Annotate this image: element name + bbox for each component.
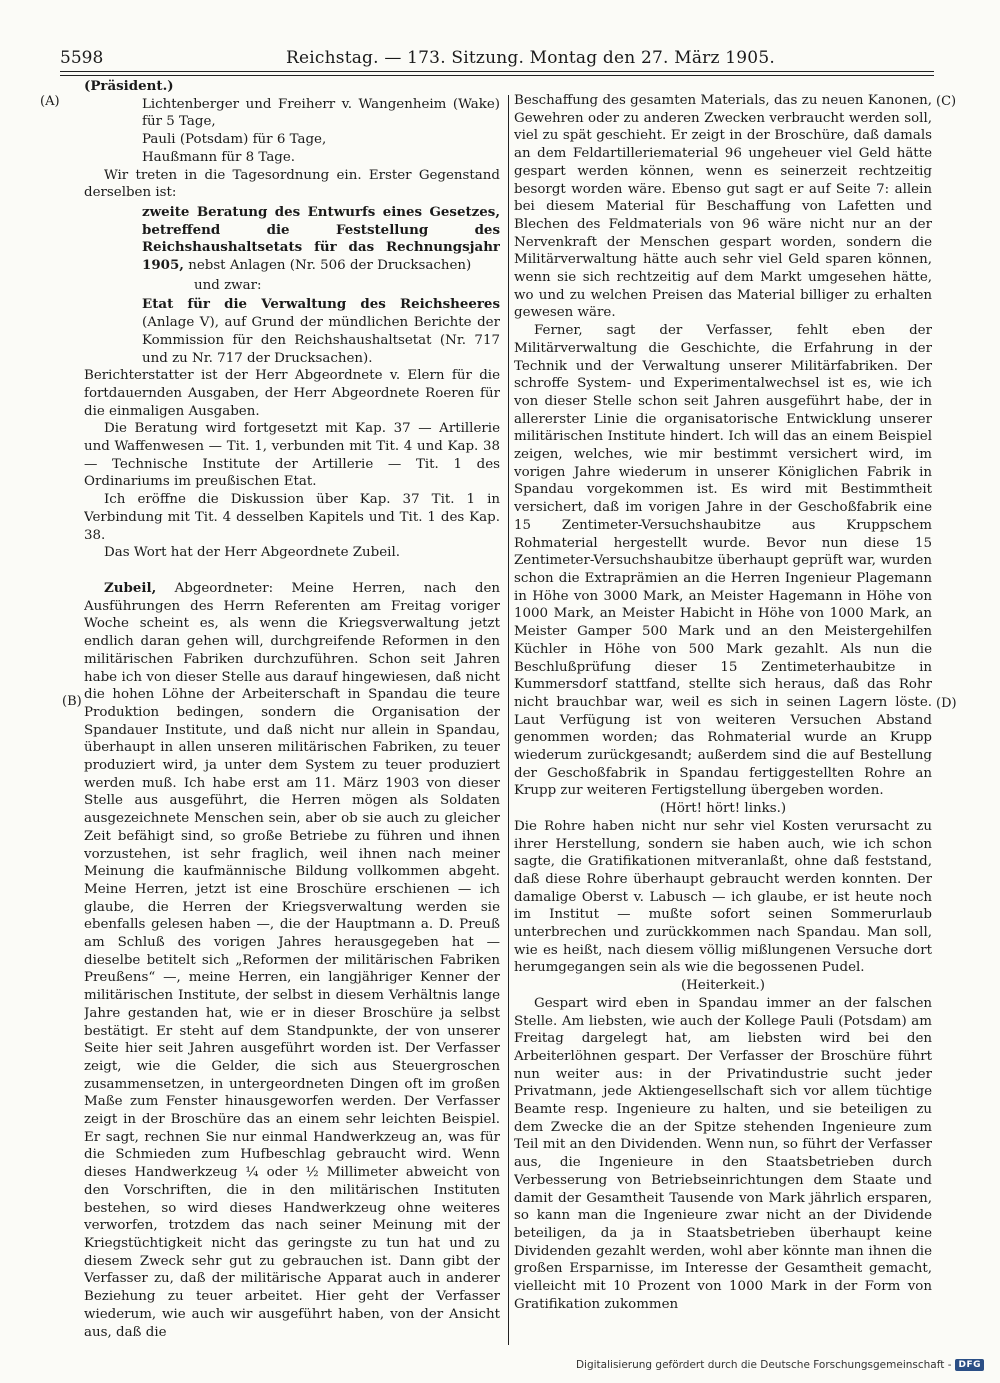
agenda-title: zweite Beratung des Entwurfs eines Gesetzes, betreffend die Feststellung des Reichshaushaltsetats für das Rechnungsjahr 1905, xyxy=(142,203,500,274)
page-header xyxy=(60,46,932,70)
agenda-connector: und zwar: xyxy=(194,277,262,293)
digitization-footer xyxy=(576,1359,984,1371)
section-gap xyxy=(84,562,500,580)
margin-mark-b: (B) xyxy=(62,694,82,709)
running-title: Reichstag. — 173. Sitzung. Montag den 27. März 1905. xyxy=(286,48,775,68)
leave-list-item: Haußmann für 8 Tage. xyxy=(142,149,296,165)
etat-title: Etat für die Verwaltung des Reichsheeres xyxy=(142,296,500,313)
agenda-subitem xyxy=(84,296,500,367)
speaker-name: Zubeil, xyxy=(104,579,157,596)
dfg-logo-icon: DFG xyxy=(955,1359,984,1371)
paragraph: Ferner, sagt der Verfasser, fehlt eben der Militärverwaltung die Geschichte, die Erfahrung in der Technik und der Verwaltung unserer Militärfabriken. Der schroffe System- und Experimentalwechsel ist es, wie ich von dieser Stelle schon seit Jahren ausgeführt habe, der in allererster Linie die organisatorische Entwicklung unserer militärischen Institute hindert. Ich will das an einem Beispiel zeigen, welches, wie mir bestimmt versichert wird, im vorigen Jahre wiederum in unserer Königlichen Fabrik in Spandau vorgekommen ist. Es wird mit Bestimmtheit versichert, daß im vorigen Jahre in der Geschoßfabrik eine 15 Zentimeter-Versuchshaubitze aus Kruppschem Rohmaterial hergestellt wurde. Bevor nun diese 15 Zentimeter-Versuchshaubitze überhaupt geprüft war, wurden schon die Extraprämien an die Herren Ingenieur Plagemann in Höhe von 3000 Mark, an Meister Hagemann in Höhe von 1000 Mark, an Meister Habicht in Höhe von 1000 Mark, an Meister Gamper 500 Mark und an den Meistergehilfen Küchler in Höhe von 500 Mark gezahlt. Als nun die Beschlußprüfung dieser 15 Zentimeterhaubitze in Kummersdorf stattfand, stellte sich heraus, daß das Rohr nicht brauchbar war, weil es sich in seinen Lagern löste. Laut Verfügung ist von weiteren Versuchen Abstand genommen worden; das Rohmaterial wurde an Krupp wiederum zurückgesandt; außerdem sind die auf Bestellung der Geschoßfabrik in Spandau fertiggestellten Rohre an Krupp zur weiteren Fertigstellung übergeben worden. xyxy=(514,323,932,799)
header-rule-thin xyxy=(60,75,934,76)
agenda-item xyxy=(84,204,500,275)
margin-mark-c: (C) xyxy=(936,94,957,109)
agenda-detail: nebst Anlagen (Nr. 506 der Drucksachen) xyxy=(183,258,472,274)
speech-paragraph xyxy=(84,580,500,1340)
column-divider xyxy=(508,95,509,1345)
footer-text: Digitalisierung gefördert durch die Deutsche Forschungsgemeinschaft - xyxy=(575,1359,952,1371)
paragraph: Berichterstatter ist der Herr Abgeordnete v. Elern für die fortdauernden Ausgaben, der Herr Abgeordnete Roeren für die einmaligen Ausgaben. xyxy=(84,368,500,419)
paragraph: Beschaffung des gesamten Materials, das zu neuen Kanonen, Gewehren oder zu anderen Zwecken verbraucht werden soll, viel zu spät geschieht. Er zeigt in der Broschüre, daß damals an dem Feldartilleriematerial 96 ungeheuer viel Geld hätte gespart werden können, wenn es seinerzeit rechtzeitig besorgt worden wäre. Ebenso gut sagt er auf Seite 7: allein bei diesem Material für Beschaffung von Lafetten und Blechen des Feldmaterials von 96 wäre nicht nur an der Nervenkraft der Menschen gespart worden, sondern die Militärverwaltung hätte auch sehr viel Geld sparen können, wenn sie sich rechtzeitig auf dem Markt umgesehen hätte, wo und zu welchen Preisen das Material billiger zu erhalten gewesen wäre. xyxy=(514,93,932,321)
paragraph: Gespart wird eben in Spandau immer an der falschen Stelle. Am liebsten, wie auch der Kollege Pauli (Potsdam) am Freitag dargelegt hat, am liebsten wird bei den Arbeiterlöhnen gespart. Der Verfasser der Broschüre führt nun weiter aus: in der Privatindustrie sucht jeder Privatmann, jede Aktiengesellschaft sich vor allem tüchtige Beamte resp. Ingenieure zu halten, und sie beteiligen zu dem Zwecke die an der Spitze stehenden Ingenieure zum Teil mit an den Dividenden. Wenn nun, so führt der Verfasser aus, die Ingenieure in den Staatsbetrieben durch Verbesserung von Betriebseinrichtungen dem Staate und damit der Gesamtheit Tausende von Mark jährlich ersparen, so kann man die Ingenieure zwar nicht an der Dividende beteiligen, da ja in Staatsbetrieben überhaupt keine Dividenden gezahlt werden, wohl aber könnte man ihnen die großen Ersparnisse, im Interesse der Gesamtheit gemacht, vielleicht mit 10 Prozent von 1000 Mark in der Form von Gratifikation zukommen xyxy=(514,995,932,1312)
page-number: 5598 xyxy=(60,48,104,68)
paragraph: Das Wort hat der Herr Abgeordnete Zubeil. xyxy=(104,545,400,561)
margin-mark-a: (A) xyxy=(40,94,60,109)
leave-list-item: Lichtenberger und Freiherr v. Wangenheim (Wake) für 5 Tage, xyxy=(142,96,500,130)
paragraph: Die Beratung wird fortgesetzt mit Kap. 37 — Artillerie und Waffenwesen — Tit. 1, verbunden mit Tit. 4 und Kap. 38 — Technische Institute der Artillerie — Tit. 1 des Ordinariums im preußischen Etat. xyxy=(84,421,500,490)
interjection: (Hört! hört! links.) xyxy=(659,801,787,817)
paragraph: Ich eröffne die Diskussion über Kap. 37 Tit. 1 in Verbindung mit Tit. 4 desselben Kapitels und Tit. 1 des Kap. 38. xyxy=(84,492,500,543)
paragraph: Wir treten in die Tagesordnung ein. Erster Gegenstand derselben ist: xyxy=(84,167,500,201)
left-column xyxy=(84,78,500,1340)
leave-list-item: Pauli (Potsdam) für 6 Tage, xyxy=(142,132,327,148)
interjection: (Heiterkeit.) xyxy=(681,978,765,994)
header-rule xyxy=(60,71,934,72)
speaker-tag: (Präsident.) xyxy=(84,78,174,94)
margin-mark-d: (D) xyxy=(936,696,957,711)
speech-text: Abgeordneter: Meine Herren, nach den Ausführungen des Herrn Referenten am Freitag voriger Woche scheint es, als wenn die Kriegsverwaltung jetzt endlich daran gehen will, durchgreifende Reformen in den militärischen Fabriken durchzuführen. Schon seit Jahren habe ich von dieser Stelle aus darauf hingewiesen, daß nicht die hohen Löhne der Arbeiterschaft in Spandau die teure Produktion bedingen, sondern die Organisation der Spandauer Institute, und daß nicht nur allein in Spandau, überhaupt in allen unseren militärischen Fabriken, zu teuer produziert wird, ja unter dem System zu teuer produziert werden muß. Ich habe erst am 11. März 1903 von dieser Stelle aus ausgeführt, die Herren mögen als Soldaten ausgezeichnete Menschen sein, aber ob sie auch zu gleicher Zeit befähigt sind, so große Betriebe zu führen und ihnen vorzustehen, ist sehr fraglich, weil ihnen nach meiner Meinung die kaufmännische Bildung vollkommen abgeht. Meine Herren, jetzt ist eine Broschüre erschienen — ich glaube, die Herren der Kriegsverwaltung werden sie ebenfalls gelesen haben —, die der Hauptmann a. D. Preuß am Schluß des vorigen Jahres herausgegeben hat — dieselbe betitelt sich „Reformen der militärischen Fabriken Preußens“ —, meine Herren, ein langjähriger Kenner der militärischen Institute, der selbst in diesem Verhältnis lange Jahre gestanden hat, wie er in dieser Broschüre ja selbst bestätigt. Er steht auf dem Standpunkte, der von unserer Seite hier seit Jahren ausgeführt worden ist. Der Verfasser zeigt, wie die Gelder, die sich aus Steuergroschen zusammensetzen, in untergeordneten Dingen oft im großen Maße zum Fenster hinausgeworfen werden. Der Verfasser zeigt in der Broschüre das an einem sehr leichten Beispiel. Er sagt, rechnen Sie nur einmal Handwerkzeug an, was für die Schmieden zum Hufbeschlag gebraucht wird. Wenn dieses Handwerkzeug ¼ oder ½ Millimeter abweicht von den Vorschriften, die in den militärischen Instituten bestehen, so wird dieses Handwerkzeug ohne weiteres verworfen, trotzdem das nach seiner Meinung mit der Kriegstüchtigkeit nicht das geringste zu tun hat und zu diesem Zweck sehr gut zu gebrauchen ist. Dann gibt der Verfasser zu, daß der militärische Apparat auch in anderer Beziehung zu teuer arbeitet. Hier geht der Verfasser wiederum, wie auch wir ausgeführt haben, von der Ansicht aus, daß die xyxy=(84,580,500,1340)
etat-detail: (Anlage V), auf Grund der mündlichen Berichte der Kommission für den Reichshaushaltsetat (Nr. 717 und zu Nr. 717 der Drucksachen). xyxy=(142,315,500,366)
paragraph: Die Rohre haben nicht nur sehr viel Kosten verursacht zu ihrer Herstellung, sondern sie haben auch, wie ich schon sagte, die Gratifikationen mitveranlaßt, ohne daß feststand, daß diese Rohre überhaupt gebraucht werden konnten. Der damalige Oberst v. Labusch — ich glaube, er ist heute noch im Institut — mußte sofort seinen Sommerurlaub unterbrechen und zurückkommen nach Spandau. Man soll, wie es heißt, nach diesem völlig mißlungenen Versuche dort herumgegangen sein als wie die begossenen Pudel. xyxy=(514,818,932,976)
right-column xyxy=(514,92,932,1354)
